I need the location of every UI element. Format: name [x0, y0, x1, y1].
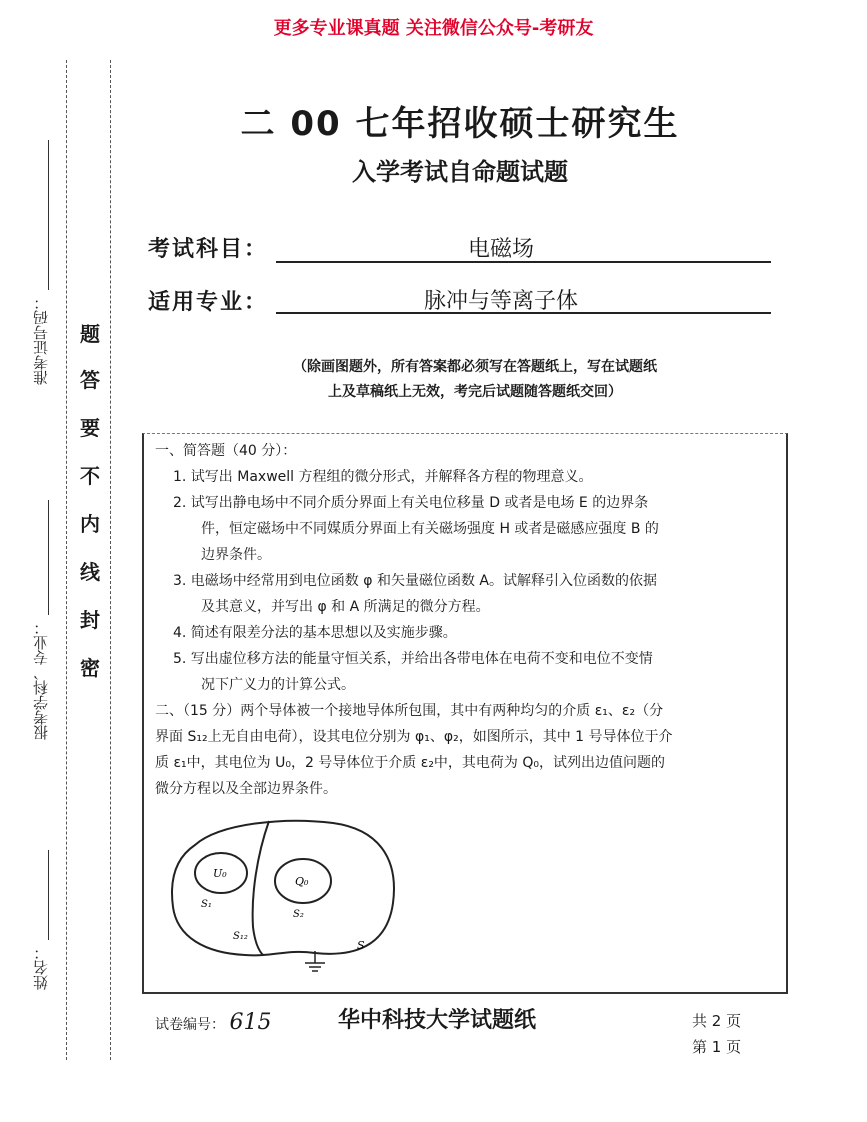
question-1: 1. 试写出 Maxwell 方程组的微分形式，并解释各方程的物理意义。: [173, 469, 593, 485]
binding-line-inner: [110, 60, 111, 1060]
label-s2: S₂: [293, 909, 304, 920]
header-banner: 更多专业课真题 关注微信公众号-考研友: [273, 18, 594, 39]
interface-s12: [253, 821, 269, 955]
name-label: 姓名：: [32, 945, 50, 990]
question-2-line2: 件，恒定磁场中不同媒质分界面上有关磁场强度 H 或者是磁感应强度 B 的: [201, 521, 659, 537]
label-q0: Q₀: [295, 875, 309, 888]
name-line: [48, 850, 49, 940]
section2-line1: 二、（15 分）两个导体被一个接地导体所包围，其中有两种均匀的介质 ε₁、ε₂（分: [155, 703, 664, 719]
seal-char: 线: [80, 560, 100, 584]
ticket-number-label: 准考证号码：: [32, 295, 50, 385]
question-3-line1: 3. 电磁场中经常用到电位函数 φ 和矢量磁位函数 A。试解释引入位函数的依据: [173, 573, 657, 589]
paper-number-label: 试卷编号：: [155, 1017, 225, 1033]
question-5-line1: 5. 写出虚位移方法的能量守恒关系，并给出各带电体在电荷不变和电位不变情: [173, 651, 653, 667]
seal-char: 内: [80, 512, 100, 536]
current-page: 第 1 页: [692, 1038, 742, 1056]
instruction-note-line1: （除画图题外，所有答案都必须写在答题纸上，写在试题纸: [293, 359, 657, 375]
question-2-line1: 2. 试写出静电场中不同介质分界面上有关电位移量 D 或者是电场 E 的边界条: [173, 495, 649, 511]
label-u0: U₀: [213, 867, 227, 880]
instruction-note-line2: 上及草稿纸上无效，考完后试题随答题纸交回）: [328, 384, 622, 400]
seal-char: 答: [80, 368, 100, 392]
subject-major-line: [48, 500, 49, 615]
section2-line4: 微分方程以及全部边界条件。: [155, 781, 337, 797]
page-subtitle: 入学考试自命题试题: [352, 158, 568, 186]
page-title: 二 00 七年招收硕士研究生: [240, 104, 680, 144]
university-name: 华中科技大学试题纸: [338, 1008, 537, 1033]
label-s: S: [357, 939, 365, 952]
section2-line3: 质 ε₁中，其电位为 U₀，2 号导体位于介质 ε₂中，其电荷为 Q₀，试列出边值问题的: [155, 755, 666, 771]
section1-title: 一、简答题（40 分）：: [155, 443, 297, 459]
total-pages: 共 2 页: [692, 1012, 742, 1030]
seal-char: 不: [80, 464, 100, 488]
subject-label: 考试科目：: [148, 237, 269, 262]
question-3-line2: 及其意义，并写出 φ 和 A 所满足的微分方程。: [201, 599, 490, 615]
seal-char: 题: [80, 322, 100, 346]
paper-number-value: 615: [229, 1010, 272, 1035]
label-s12: S₁₂: [233, 931, 248, 942]
seal-char: 要: [80, 416, 100, 440]
question-4: 4. 简述有限差分法的基本思想以及实施步骤。: [173, 625, 457, 641]
major-label: 适用专业：: [148, 290, 269, 315]
subject-value: 电磁场: [467, 237, 534, 262]
seal-char: 密: [80, 656, 100, 680]
subject-major-label: 报考学科、专业：: [32, 620, 50, 740]
question-2-line3: 边界条件。: [201, 547, 271, 563]
label-s1: S₁: [201, 899, 212, 910]
question-5-line2: 况下广义力的计算公式。: [201, 677, 355, 693]
conductor-diagram: [165, 815, 405, 975]
major-value: 脉冲与等离子体: [423, 289, 578, 314]
section2-line2: 界面 S₁₂上无自由电荷），设其电位分别为 φ₁、φ₂，如图所示，其中 1 号导体位于介: [155, 729, 673, 745]
seal-char: 封: [80, 608, 100, 632]
paper-number: [155, 1010, 271, 1035]
questions-section: [155, 438, 775, 802]
binding-line-outer: [66, 60, 67, 1060]
